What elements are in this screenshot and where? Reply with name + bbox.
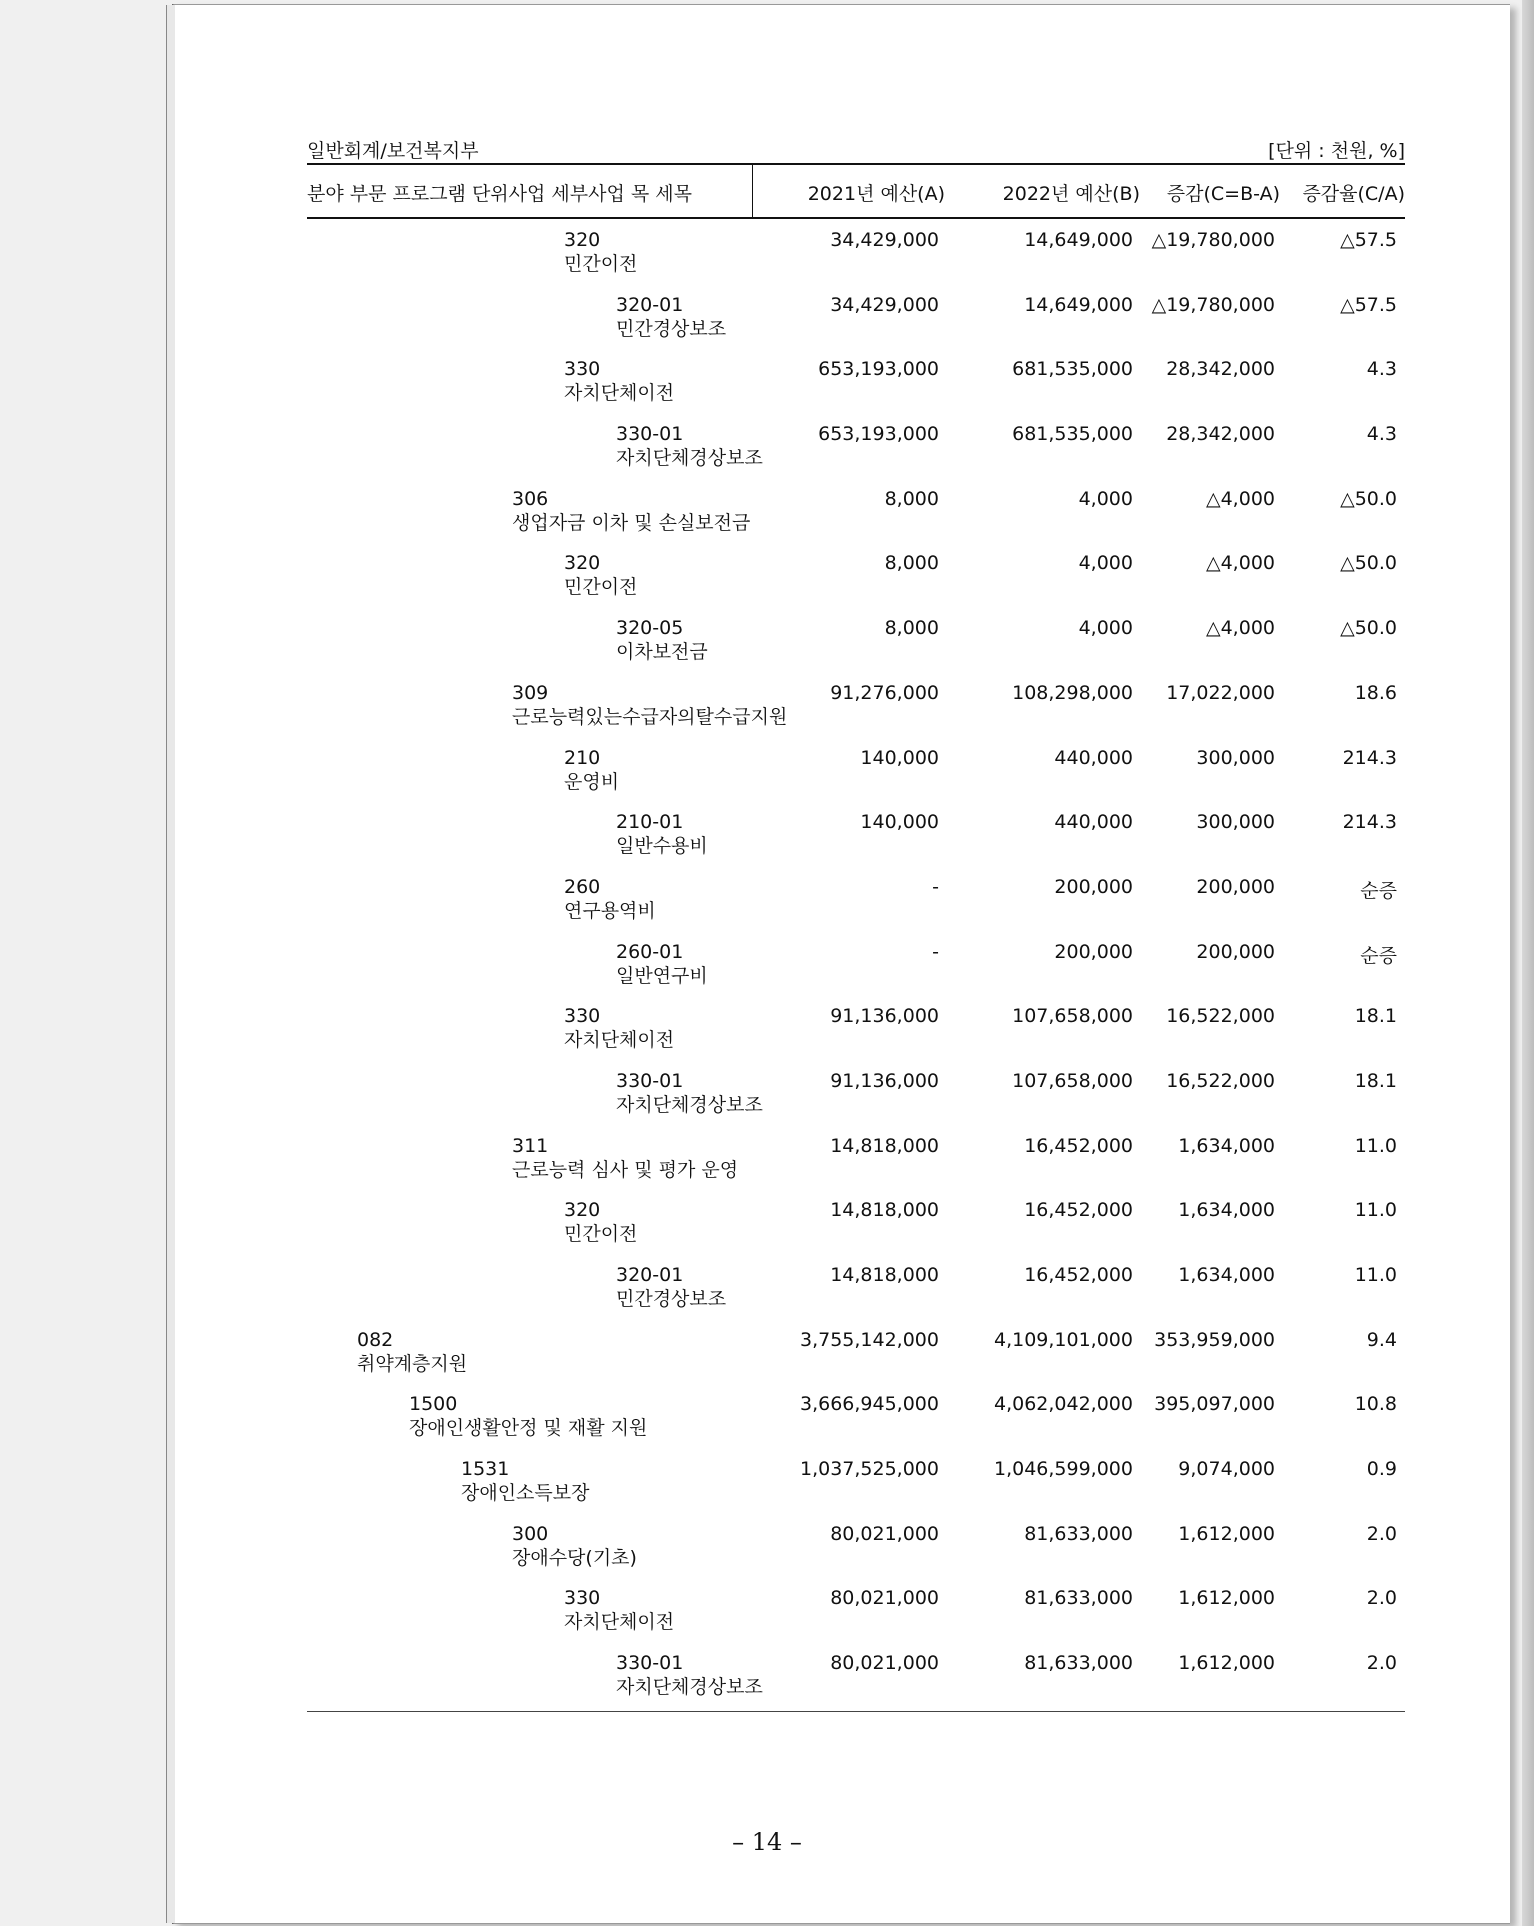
value-2022: 14,649,000 [1024,229,1133,251]
page-number: – 14 – [732,1828,802,1856]
table-row [307,1060,1405,1125]
item-label: 일반연구비 [616,964,708,987]
value-rate: 2.0 [1366,1522,1397,1545]
value-change: △4,000 [1205,617,1275,640]
value-2021: - [932,940,939,963]
value-2021: 14,818,000 [830,1199,939,1222]
value-rate: 11.0 [1354,1264,1397,1286]
table-row [307,1319,1405,1384]
item-code: 320 [564,552,601,575]
value-change: 28,342,000 [1166,358,1275,381]
value-2022: 14,649,000 [1024,293,1133,316]
value-change: 1,634,000 [1178,1134,1275,1157]
item-code: 330 [564,1005,601,1028]
item-label: 자치단체경상보조 [616,447,763,470]
item-label: 자치단체경상보조 [616,1676,763,1699]
table-row [307,1125,1405,1190]
value-2021: - [932,875,939,898]
table-row [307,931,1405,996]
value-2022: 4,062,042,000 [993,1393,1133,1416]
value-2021: 91,276,000 [830,681,939,704]
value-2021: 80,021,000 [830,1652,939,1675]
value-2022: 16,452,000 [1024,1264,1133,1286]
item-code: 311 [512,1134,549,1157]
table-row [307,1513,1405,1578]
value-rate: 4.3 [1366,358,1397,381]
item-code: 300 [512,1522,549,1545]
table-bottom-rule [307,1711,1405,1712]
value-change: △19,780,000 [1151,293,1275,316]
value-2022: 4,000 [1078,617,1133,640]
table-row [307,607,1405,672]
value-2021: 34,429,000 [830,229,939,251]
unit-note: [단위 : 천원, %] [1268,140,1405,162]
item-code: 320 [564,1199,601,1222]
value-2022: 200,000 [1054,875,1133,898]
value-change: 1,612,000 [1178,1587,1275,1610]
table-row [307,542,1405,607]
table-row [307,1189,1405,1254]
item-label: 생업자금 이차 및 손실보전금 [512,511,751,534]
value-2022: 107,658,000 [1012,1005,1133,1028]
item-label: 장애인생활안정 및 재활 지원 [409,1417,648,1440]
value-2021: 653,193,000 [818,423,939,446]
value-2022: 440,000 [1054,811,1133,834]
value-rate: 2.0 [1366,1587,1397,1610]
item-label: 민간이전 [564,1223,638,1246]
item-label: 자치단체이전 [564,1611,675,1634]
value-rate: 11.0 [1354,1134,1397,1157]
value-rate: 순증 [1360,879,1397,902]
value-2022: 1,046,599,000 [993,1458,1133,1481]
table-row [307,1254,1405,1319]
header-2021: 2021년 예산(A) [807,183,945,205]
value-change: 300,000 [1196,746,1275,769]
value-2021: 653,193,000 [818,358,939,381]
value-change: △4,000 [1205,487,1275,510]
item-label: 장애수당(기초) [512,1546,637,1569]
value-change: △4,000 [1205,552,1275,575]
value-change: 1,612,000 [1178,1652,1275,1675]
value-change: 16,522,000 [1166,1005,1275,1028]
value-rate: 4.3 [1366,423,1397,446]
item-label: 취약계층지원 [357,1352,468,1375]
item-code: 320-01 [616,1264,684,1286]
value-rate: △57.5 [1340,293,1397,316]
item-code: 306 [512,487,549,510]
item-code: 320-05 [616,617,684,640]
value-2021: 8,000 [884,552,939,575]
item-label: 운영비 [564,770,620,793]
value-2021: 91,136,000 [830,1069,939,1092]
value-change: 1,612,000 [1178,1522,1275,1545]
table-header [307,163,1405,219]
item-label: 민간이전 [564,253,638,275]
table-row [307,995,1405,1060]
value-2021: 34,429,000 [830,293,939,316]
item-label: 자치단체이전 [564,382,675,405]
value-rate: 10.8 [1354,1393,1397,1416]
table-row [307,1383,1405,1448]
value-2021: 140,000 [860,746,939,769]
header-divider [752,165,753,217]
value-2022: 4,000 [1078,552,1133,575]
item-label: 장애인소득보장 [461,1482,590,1505]
value-rate: △50.0 [1340,552,1397,575]
item-label: 이차보전금 [616,641,708,664]
table-row [307,348,1405,413]
value-2021: 8,000 [884,487,939,510]
item-label: 일반수용비 [616,835,708,858]
table-body [307,219,1405,1707]
table-row [307,413,1405,478]
item-label: 근로능력 심사 및 평가 운영 [512,1158,739,1181]
account-title: 일반회계/보건복지부 [307,140,479,162]
item-code: 1500 [409,1393,458,1416]
item-code: 330-01 [616,1069,684,1092]
value-2021: 140,000 [860,811,939,834]
value-2022: 681,535,000 [1012,358,1133,381]
value-change: 28,342,000 [1166,423,1275,446]
item-code: 330-01 [616,1652,684,1675]
item-label: 근로능력있는수급자의탈수급지원 [512,705,788,728]
value-2022: 81,633,000 [1024,1652,1133,1675]
value-rate: △57.5 [1340,229,1397,251]
table-caption [307,136,1405,160]
item-code: 309 [512,681,549,704]
item-code: 330 [564,358,601,381]
table-row [307,1577,1405,1642]
value-2021: 80,021,000 [830,1587,939,1610]
value-2022: 440,000 [1054,746,1133,769]
item-code: 210 [564,746,601,769]
scroll-edge [1522,0,1534,1926]
value-rate: 11.0 [1354,1199,1397,1222]
budget-table [307,163,1405,1707]
item-code: 260 [564,875,601,898]
item-label: 연구용역비 [564,899,656,922]
item-code: 330-01 [616,423,684,446]
value-rate: 214.3 [1342,811,1397,834]
value-change: 16,522,000 [1166,1069,1275,1092]
table-row [307,866,1405,931]
header-rate: 증감율(C/A) [1302,183,1405,205]
table-row [307,284,1405,349]
value-2022: 4,109,101,000 [993,1328,1133,1351]
table-row [307,1642,1405,1707]
value-2021: 80,021,000 [830,1522,939,1545]
value-change: 9,074,000 [1178,1458,1275,1481]
table-row [307,219,1405,284]
value-change: 200,000 [1196,875,1275,898]
value-2022: 16,452,000 [1024,1199,1133,1222]
value-change: 353,959,000 [1154,1328,1275,1351]
value-2022: 81,633,000 [1024,1587,1133,1610]
header-2022: 2022년 예산(B) [1002,183,1140,205]
item-code: 260-01 [616,940,684,963]
value-2021: 1,037,525,000 [799,1458,939,1481]
value-change: 395,097,000 [1154,1393,1275,1416]
value-2022: 16,452,000 [1024,1134,1133,1157]
value-rate: 순증 [1360,944,1397,967]
header-name: 분야 부문 프로그램 단위사업 세부사업 목 세목 [307,183,692,205]
item-code: 320 [564,229,601,251]
value-2022: 4,000 [1078,487,1133,510]
table-row [307,478,1405,543]
value-2022: 681,535,000 [1012,423,1133,446]
item-label: 민간경상보조 [616,1288,727,1310]
item-label: 자치단체이전 [564,1029,675,1052]
value-2022: 107,658,000 [1012,1069,1133,1092]
value-rate: 18.6 [1354,681,1397,704]
value-change: 300,000 [1196,811,1275,834]
value-2022: 200,000 [1054,940,1133,963]
value-2021: 14,818,000 [830,1134,939,1157]
value-rate: 18.1 [1354,1069,1397,1092]
table-row [307,801,1405,866]
item-code: 320-01 [616,293,684,316]
item-code: 082 [357,1328,394,1351]
value-rate: 214.3 [1342,746,1397,769]
item-label: 민간이전 [564,576,638,599]
value-rate: 2.0 [1366,1652,1397,1675]
value-rate: △50.0 [1340,617,1397,640]
table-row [307,1448,1405,1513]
value-rate: 18.1 [1354,1005,1397,1028]
value-2021: 91,136,000 [830,1005,939,1028]
value-change: 200,000 [1196,940,1275,963]
item-code: 210-01 [616,811,684,834]
table-row [307,672,1405,737]
table-row [307,737,1405,802]
value-2022: 108,298,000 [1012,681,1133,704]
value-change: 17,022,000 [1166,681,1275,704]
item-code: 1531 [461,1458,510,1481]
value-2022: 81,633,000 [1024,1522,1133,1545]
value-change: 1,634,000 [1178,1264,1275,1286]
item-label: 민간경상보조 [616,317,727,340]
value-2021: 3,666,945,000 [799,1393,939,1416]
value-rate: 0.9 [1366,1458,1397,1481]
header-change: 증감(C=B-A) [1166,183,1280,205]
value-2021: 14,818,000 [830,1264,939,1286]
value-rate: 9.4 [1366,1328,1397,1351]
value-rate: △50.0 [1340,487,1397,510]
value-change: △19,780,000 [1151,229,1275,251]
item-code: 330 [564,1587,601,1610]
value-2021: 3,755,142,000 [799,1328,939,1351]
value-2021: 8,000 [884,617,939,640]
item-label: 자치단체경상보조 [616,1093,763,1116]
value-change: 1,634,000 [1178,1199,1275,1222]
